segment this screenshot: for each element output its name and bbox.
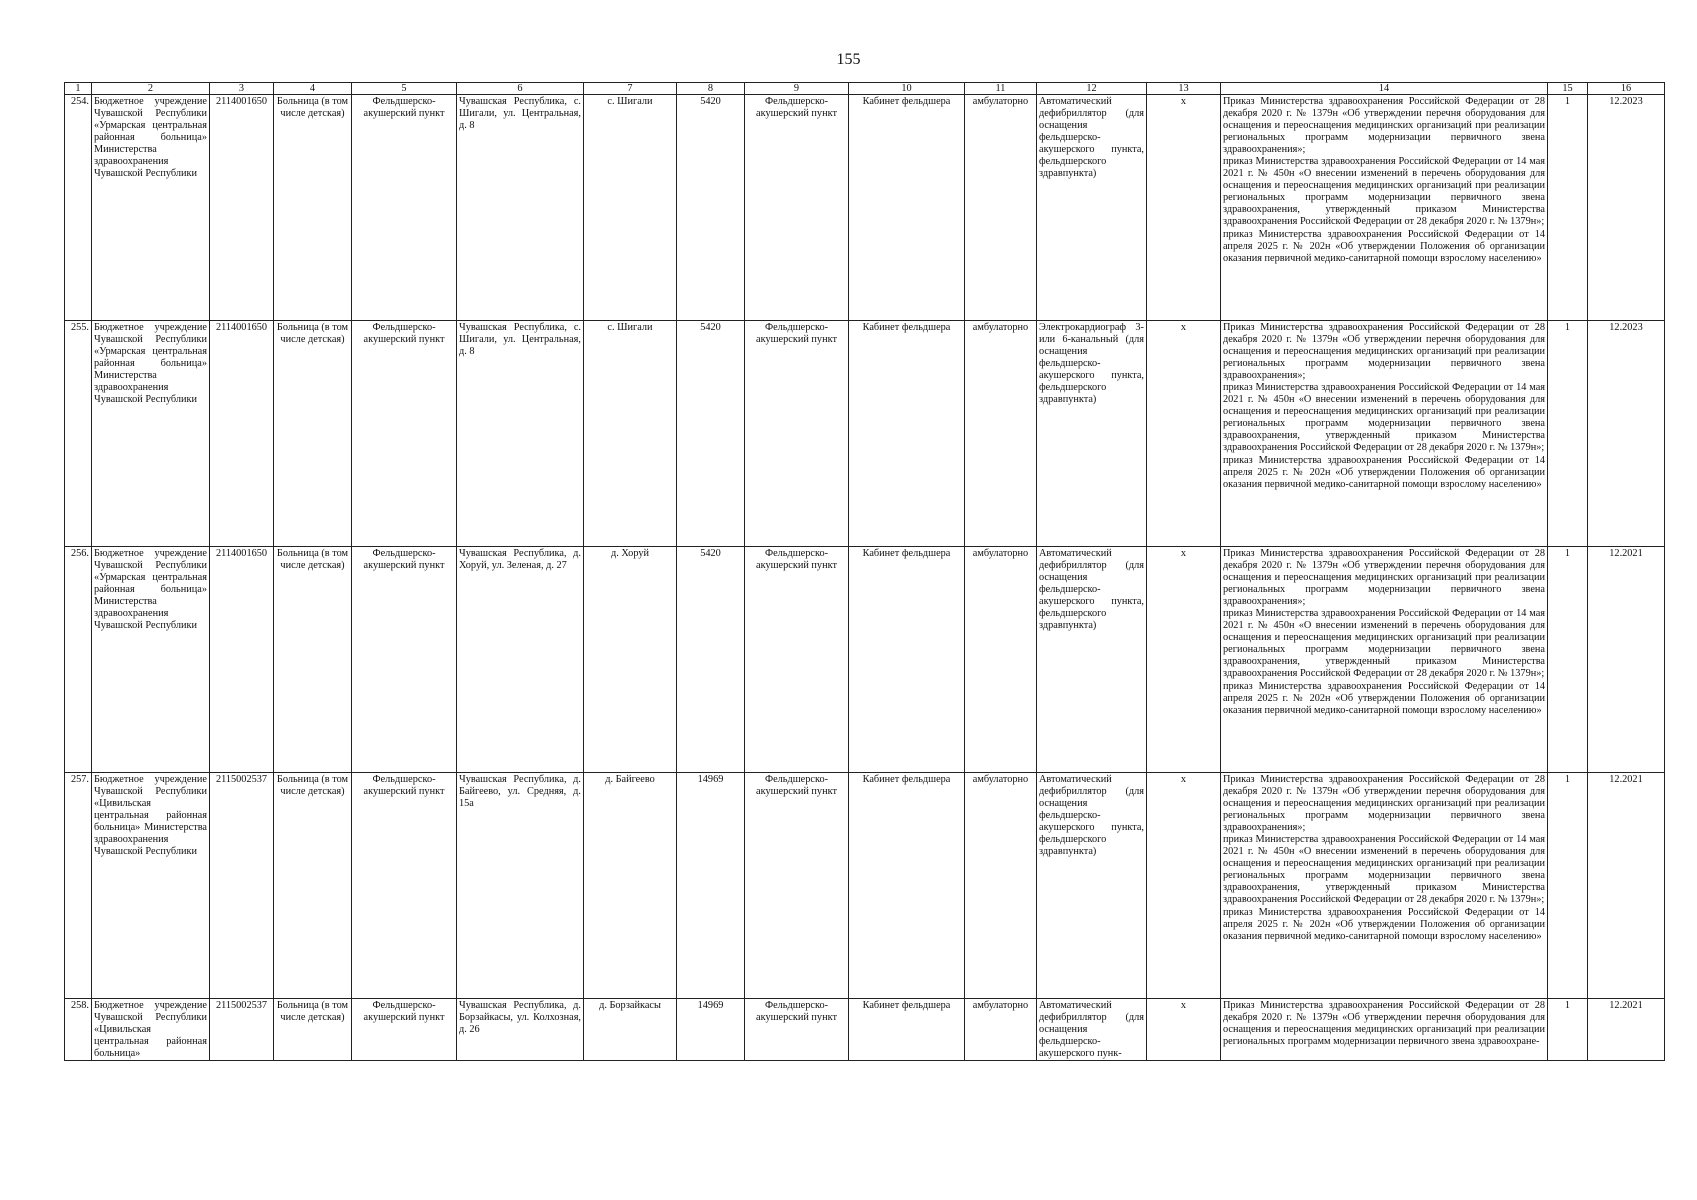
organization-type-cell: Больница (в том числе детская)	[274, 95, 352, 321]
organization-cell: Бюджетное учреждение Чувашской Республики «Цивильская центральная районная больница»	[92, 999, 210, 1061]
legal-basis-cell	[1221, 999, 1548, 1061]
code-cell: 5420	[677, 321, 745, 547]
row-number-cell: 258.	[65, 999, 92, 1061]
row-number-cell: 256.	[65, 547, 92, 773]
inn-cell: 2115002537	[210, 773, 274, 999]
code-cell: 5420	[677, 95, 745, 321]
legal-basis-paragraph: приказ Министерства здравоохранения Российской Федерации от 14 мая 2021 г. № 450н «О внесении изменений в перечень оборудования для оснащения и переоснащения медицинских организаций при реализации региональных программ модернизации первичного звена здравоохранения, утвержденный приказом Министерства здравоохранения Российской Федерации от 28 декабря 2020 г. № 1379н»;	[1223, 156, 1545, 228]
inn-cell: 2114001650	[210, 547, 274, 773]
inn-cell: 2115002537	[210, 999, 274, 1061]
organization-cell: Бюджетное учреждение Чувашской Республики «Цивильская центральная районная больница» Министерства здравоохранения Чувашской Республики	[92, 773, 210, 999]
locality-cell: с. Шигали	[584, 321, 677, 547]
mark-cell: х	[1147, 999, 1221, 1061]
column-header-11: 11	[965, 83, 1037, 95]
date-cell: 12.2021	[1588, 773, 1665, 999]
unit-cell: Фельдшерско-акушерский пункт	[352, 321, 457, 547]
table-row	[65, 95, 1665, 321]
legal-basis-paragraph: приказ Министерства здравоохранения Российской Федерации от 14 апреля 2025 г. № 202н «Об утверждении Положения об организации оказания первичной медико-санитарной помощи взрослому населению»	[1223, 680, 1545, 716]
address-cell: Чувашская Республика, с. Шигали, ул. Центральная, д. 8	[457, 95, 584, 321]
equipment-cell: Автоматический дефибриллятор (для оснащения фельдшерско-акушерского пункта, фельдшерского здравпункта)	[1037, 773, 1147, 999]
subunit-cell: Фельдшерско-акушерский пункт	[745, 547, 849, 773]
subunit-cell: Фельдшерско-акушерский пункт	[745, 999, 849, 1061]
room-cell: Кабинет фельдшера	[849, 547, 965, 773]
inn-cell: 2114001650	[210, 95, 274, 321]
organization-type-cell: Больница (в том числе детская)	[274, 547, 352, 773]
equipment-cell: Автоматический дефибриллятор (для оснащения фельдшерско-акушерского пунк-	[1037, 999, 1147, 1061]
column-header-15: 15	[1548, 83, 1588, 95]
organization-type-cell: Больница (в том числе детская)	[274, 773, 352, 999]
organization-type-cell: Больница (в том числе детская)	[274, 999, 352, 1061]
column-number-header-row	[65, 83, 1665, 95]
care-mode-cell: амбулаторно	[965, 547, 1037, 773]
quantity-cell: 1	[1548, 95, 1588, 321]
mark-cell: х	[1147, 95, 1221, 321]
date-cell: 12.2023	[1588, 95, 1665, 321]
care-mode-cell: амбулаторно	[965, 999, 1037, 1061]
column-header-4: 4	[274, 83, 352, 95]
date-cell: 12.2023	[1588, 321, 1665, 547]
row-number-cell: 257.	[65, 773, 92, 999]
column-header-8: 8	[677, 83, 745, 95]
care-mode-cell: амбулаторно	[965, 321, 1037, 547]
mark-cell: х	[1147, 547, 1221, 773]
legal-basis-paragraph: приказ Министерства здравоохранения Российской Федерации от 14 апреля 2025 г. № 202н «Об утверждении Положения об организации оказания первичной медико-санитарной помощи взрослому населению»	[1223, 454, 1545, 490]
code-cell: 14969	[677, 773, 745, 999]
legal-basis-paragraph: Приказ Министерства здравоохранения Российской Федерации от 28 декабря 2020 г. № 1379н «Об утверждении перечня оборудования для оснащения и переоснащения медицинских организаций при реализации региональных программ модернизации первичного звена здравоохране-	[1223, 1000, 1545, 1048]
locality-cell: д. Байгеево	[584, 773, 677, 999]
unit-cell: Фельдшерско-акушерский пункт	[352, 547, 457, 773]
equipment-cell: Автоматический дефибриллятор (для оснащения фельдшерско-акушерского пункта, фельдшерского здравпункта)	[1037, 95, 1147, 321]
column-header-1: 1	[65, 83, 92, 95]
code-cell: 14969	[677, 999, 745, 1061]
legal-basis-paragraph: Приказ Министерства здравоохранения Российской Федерации от 28 декабря 2020 г. № 1379н «Об утверждении перечня оборудования для оснащения и переоснащения медицинских организаций при реализации региональных программ модернизации первичного звена здравоохранения»;	[1223, 96, 1545, 156]
quantity-cell: 1	[1548, 773, 1588, 999]
room-cell: Кабинет фельдшера	[849, 95, 965, 321]
table-row	[65, 773, 1665, 999]
equipment-cell: Автоматический дефибриллятор (для оснащения фельдшерско-акушерского пункта, фельдшерского здравпункта)	[1037, 547, 1147, 773]
inn-cell: 2114001650	[210, 321, 274, 547]
subunit-cell: Фельдшерско-акушерский пункт	[745, 773, 849, 999]
legal-basis-paragraph: Приказ Министерства здравоохранения Российской Федерации от 28 декабря 2020 г. № 1379н «Об утверждении перечня оборудования для оснащения и переоснащения медицинских организаций при реализации региональных программ модернизации первичного звена здравоохранения»;	[1223, 322, 1545, 382]
room-cell: Кабинет фельдшера	[849, 321, 965, 547]
legal-basis-cell	[1221, 95, 1548, 321]
organization-type-cell: Больница (в том числе детская)	[274, 321, 352, 547]
legal-basis-cell	[1221, 773, 1548, 999]
column-header-2: 2	[92, 83, 210, 95]
locality-cell: д. Борзайкасы	[584, 999, 677, 1061]
date-cell: 12.2021	[1588, 547, 1665, 773]
legal-basis-paragraph: приказ Министерства здравоохранения Российской Федерации от 14 апреля 2025 г. № 202н «Об утверждении Положения об организации оказания первичной медико-санитарной помощи взрослому населению»	[1223, 906, 1545, 942]
date-cell: 12.2021	[1588, 999, 1665, 1061]
equipment-cell: Электрокардиограф 3- или 6-канальный (для оснащения фельдшерско-акушерского пункта, фельдшерского здравпункта)	[1037, 321, 1147, 547]
mark-cell: х	[1147, 321, 1221, 547]
organization-cell: Бюджетное учреждение Чувашской Республики «Урмарская центральная районная больница» Министерства здравоохранения Чувашской Республики	[92, 547, 210, 773]
equipment-registry-table	[64, 82, 1665, 1061]
quantity-cell: 1	[1548, 547, 1588, 773]
legal-basis-paragraph: Приказ Министерства здравоохранения Российской Федерации от 28 декабря 2020 г. № 1379н «Об утверждении перечня оборудования для оснащения и переоснащения медицинских организаций при реализации региональных программ модернизации первичного звена здравоохранения»;	[1223, 548, 1545, 608]
locality-cell: д. Хоруй	[584, 547, 677, 773]
room-cell: Кабинет фельдшера	[849, 773, 965, 999]
room-cell: Кабинет фельдшера	[849, 999, 965, 1061]
legal-basis-cell	[1221, 547, 1548, 773]
column-header-6: 6	[457, 83, 584, 95]
unit-cell: Фельдшерско-акушерский пункт	[352, 95, 457, 321]
table-row	[65, 999, 1665, 1061]
column-header-9: 9	[745, 83, 849, 95]
column-header-3: 3	[210, 83, 274, 95]
column-header-5: 5	[352, 83, 457, 95]
legal-basis-paragraph: приказ Министерства здравоохранения Российской Федерации от 14 мая 2021 г. № 450н «О внесении изменений в перечень оборудования для оснащения и переоснащения медицинских организаций при реализации региональных программ модернизации первичного звена здравоохранения, утвержденный приказом Министерства здравоохранения Российской Федерации от 28 декабря 2020 г. № 1379н»;	[1223, 608, 1545, 680]
address-cell: Чувашская Республика, с. Шигали, ул. Центральная, д. 8	[457, 321, 584, 547]
code-cell: 5420	[677, 547, 745, 773]
page-number: 155	[836, 51, 861, 68]
address-cell: Чувашская Республика, д. Хоруй, ул. Зеленая, д. 27	[457, 547, 584, 773]
subunit-cell: Фельдшерско-акушерский пункт	[745, 321, 849, 547]
row-number-cell: 254.	[65, 95, 92, 321]
column-header-7: 7	[584, 83, 677, 95]
legal-basis-paragraph: приказ Министерства здравоохранения Российской Федерации от 14 мая 2021 г. № 450н «О внесении изменений в перечень оборудования для оснащения и переоснащения медицинских организаций при реализации региональных программ модернизации первичного звена здравоохранения, утвержденный приказом Министерства здравоохранения Российской Федерации от 28 декабря 2020 г. № 1379н»;	[1223, 382, 1545, 454]
column-header-14: 14	[1221, 83, 1548, 95]
table-row	[65, 321, 1665, 547]
locality-cell: с. Шигали	[584, 95, 677, 321]
column-header-16: 16	[1588, 83, 1665, 95]
table-body	[65, 95, 1665, 1061]
unit-cell: Фельдшерско-акушерский пункт	[352, 999, 457, 1061]
care-mode-cell: амбулаторно	[965, 773, 1037, 999]
care-mode-cell: амбулаторно	[965, 95, 1037, 321]
unit-cell: Фельдшерско-акушерский пункт	[352, 773, 457, 999]
column-header-10: 10	[849, 83, 965, 95]
legal-basis-cell	[1221, 321, 1548, 547]
organization-cell: Бюджетное учреждение Чувашской Республики «Урмарская центральная районная больница» Министерства здравоохранения Чувашской Республики	[92, 321, 210, 547]
legal-basis-paragraph: Приказ Министерства здравоохранения Российской Федерации от 28 декабря 2020 г. № 1379н «Об утверждении перечня оборудования для оснащения и переоснащения медицинских организаций при реализации региональных программ модернизации первичного звена здравоохранения»;	[1223, 774, 1545, 834]
subunit-cell: Фельдшерско-акушерский пункт	[745, 95, 849, 321]
column-header-12: 12	[1037, 83, 1147, 95]
row-number-cell: 255.	[65, 321, 92, 547]
quantity-cell: 1	[1548, 321, 1588, 547]
organization-cell: Бюджетное учреждение Чувашской Республики «Урмарская центральная районная больница» Министерства здравоохранения Чувашской Республики	[92, 95, 210, 321]
mark-cell: х	[1147, 773, 1221, 999]
address-cell: Чувашская Республика, д. Байгеево, ул. Средняя, д. 15а	[457, 773, 584, 999]
table-row	[65, 547, 1665, 773]
quantity-cell: 1	[1548, 999, 1588, 1061]
column-header-13: 13	[1147, 83, 1221, 95]
legal-basis-paragraph: приказ Министерства здравоохранения Российской Федерации от 14 апреля 2025 г. № 202н «Об утверждении Положения об организации оказания первичной медико-санитарной помощи взрослому населению»	[1223, 228, 1545, 264]
legal-basis-paragraph: приказ Министерства здравоохранения Российской Федерации от 14 мая 2021 г. № 450н «О внесении изменений в перечень оборудования для оснащения и переоснащения медицинских организаций при реализации региональных программ модернизации первичного звена здравоохранения, утвержденный приказом Министерства здравоохранения Российской Федерации от 28 декабря 2020 г. № 1379н»;	[1223, 834, 1545, 906]
address-cell: Чувашская Республика, д. Борзайкасы, ул. Колхозная, д. 26	[457, 999, 584, 1061]
